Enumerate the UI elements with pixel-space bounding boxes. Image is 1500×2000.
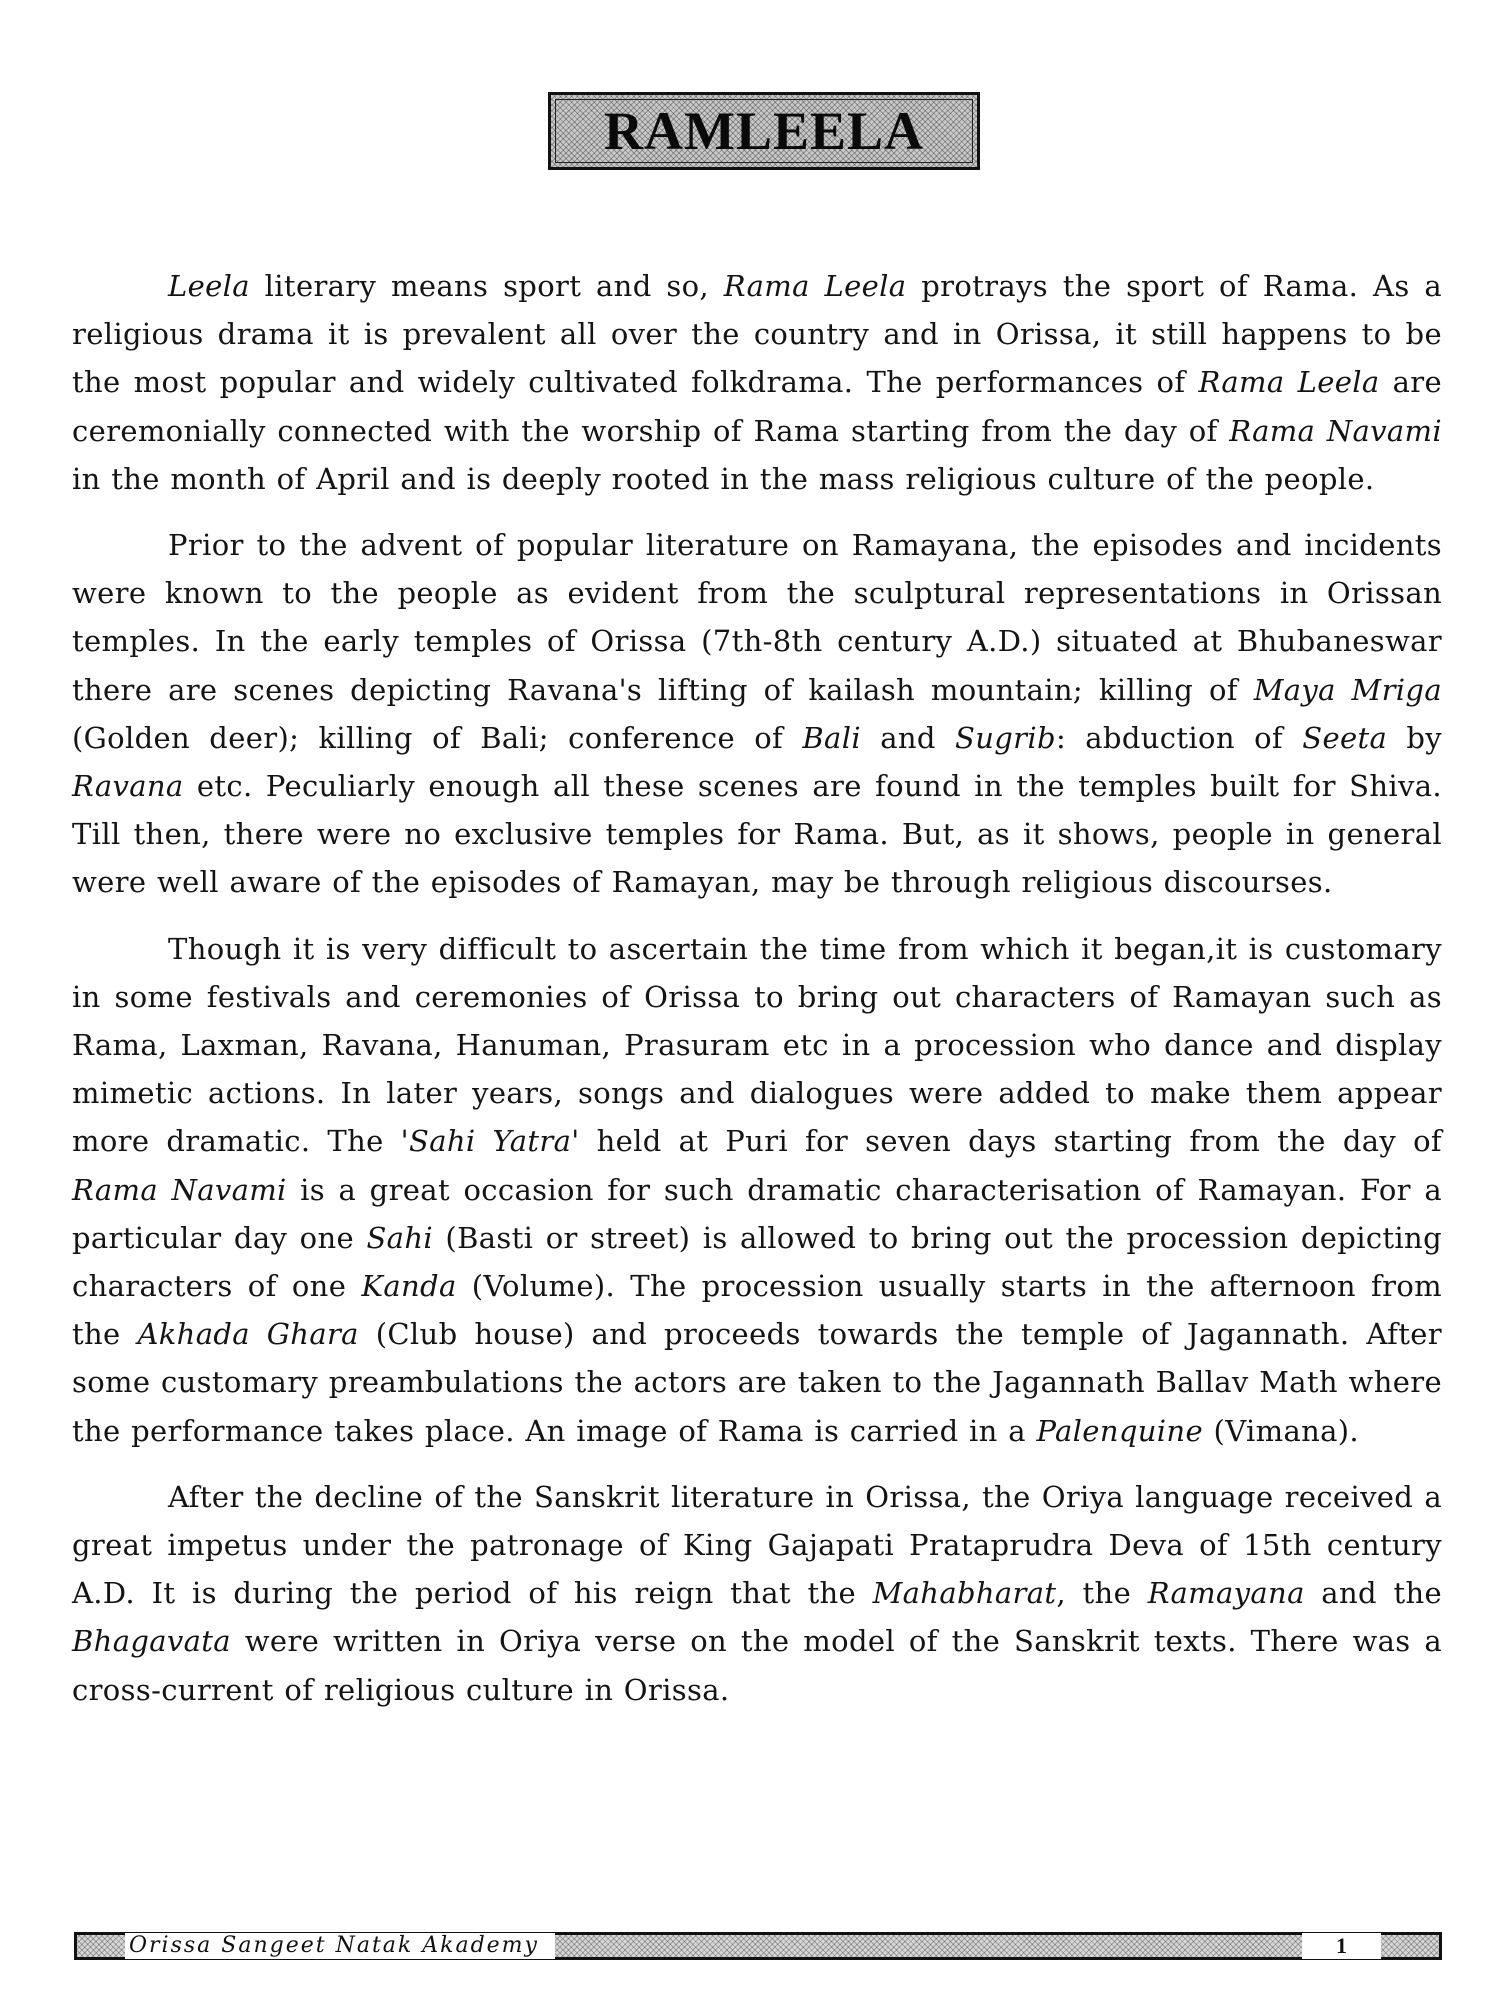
footer-bar xyxy=(74,1932,1442,1960)
text-run: Prior to the advent of popular literature on Ramayana, the episodes and incidents were known to the people as evident from the sculptural representations in Orissan temples. In the early temples of Orissa (7th-8th century A.D.) situated at Bhubaneswar there are scenes depicting Ravana's lifting of kailash mountain; killing of xyxy=(72,528,1442,707)
paragraph xyxy=(72,925,1442,1455)
italic-term: Sahi xyxy=(366,1220,433,1255)
text-run: (Basti or street) is allowed to bring out the procession depicting characters of one xyxy=(72,1220,1442,1304)
italic-term: Bhagavata xyxy=(72,1624,231,1659)
italic-term: Rama Navami xyxy=(1229,413,1442,448)
italic-term: Akhada Ghara xyxy=(137,1317,359,1352)
italic-term: Sugrib xyxy=(955,720,1056,755)
italic-term: Rama Navami xyxy=(72,1172,287,1207)
text-run: held at Puri for seven days starting from the day of xyxy=(579,1124,1442,1159)
text-run: : abduction of xyxy=(1055,720,1303,755)
italic-term: Mahabharat xyxy=(872,1576,1057,1611)
italic-term: Maya Mriga xyxy=(1253,672,1442,707)
page-title: RAMLEELA xyxy=(603,101,925,161)
text-run: literary means sport and so, xyxy=(249,269,724,303)
italic-term: Rama Leela xyxy=(1198,365,1380,400)
italic-term: Seeta xyxy=(1302,720,1388,755)
text-run: Though it is very difficult to ascertain the time from which it began,it is customary in some festivals and ceremonies of Orissa to bring out characters of Ramayan such as Rama, Laxman, Ravana, Hanuman, Prasuram etc in a procession who dance and display mimetic actions. In later years, songs and dialogues were added to make them appear more dramatic. The xyxy=(72,931,1442,1159)
text-run: (Volume). The procession usually starts in the afternoon from the xyxy=(72,1269,1442,1352)
text-run: (Golden deer); killing of Bali; conference of xyxy=(72,720,803,755)
italic-term: Bali xyxy=(802,720,861,755)
italic-term: Ramayana xyxy=(1147,1576,1305,1611)
italic-term: Kanda xyxy=(361,1269,457,1304)
text-run: (Club house) and proceeds towards the temple of Jagannath. After some customary preambulations the actors are taken to the Jagannath Ballav Math where the performance takes place. An image of Rama is carried in a xyxy=(72,1317,1442,1448)
paragraph xyxy=(72,1473,1442,1714)
title-banner xyxy=(548,92,980,170)
page-number: 1 xyxy=(1302,1933,1381,1959)
text-run: were written in Oriya verse on the model of the Sanskrit texts. There was a cross-current of religious culture in Orissa. xyxy=(72,1624,1442,1707)
text-run: is a great occasion for such dramatic characterisation of Ramayan. For a particular day one xyxy=(72,1172,1442,1255)
text-run: in the month of April and is deeply rooted in the mass religious culture of the people. xyxy=(72,461,1375,496)
text-run: , the xyxy=(1056,1576,1148,1611)
text-run: (Vimana). xyxy=(1202,1413,1359,1448)
italic-term: Leela xyxy=(168,269,250,303)
text-run: by xyxy=(1387,720,1443,755)
text-run: etc. Peculiarly enough all these scenes are found in the temples built for Shiva. Till then, there were no exclusive temples for Rama. But, as it shows, people in general were well aware of the episodes of Ramayan, may be through religious discourses. xyxy=(72,769,1442,900)
italic-term: Palenquine xyxy=(1036,1413,1203,1448)
article-body xyxy=(72,262,1442,1732)
paragraph xyxy=(72,262,1442,503)
paragraph xyxy=(72,521,1442,907)
text-run: protrays the sport of Rama. As a religious drama it is prevalent all over the country and in Orissa, it still happens to be the most popular and widely cultivated folkdrama. The performances of xyxy=(72,269,1442,400)
italic-term: Rama Leela xyxy=(723,269,907,303)
text-run: After the decline of the Sanskrit literature in Orissa, the Oriya language received a great impetus under the patronage of King Gajapati Prataprudra Deva of 15th century A.D. It is during the period of his reign that the xyxy=(72,1479,1442,1611)
text-run: and the xyxy=(1304,1576,1443,1611)
italic-term: Ravana xyxy=(72,769,184,804)
text-run: and xyxy=(860,720,956,755)
text-run: are ceremonially connected with the worship of Rama starting from the day of xyxy=(72,365,1442,448)
italic-term: 'Sahi Yatra' xyxy=(400,1124,580,1159)
footer-publisher: Orissa Sangeet Natak Akademy xyxy=(125,1933,555,1959)
